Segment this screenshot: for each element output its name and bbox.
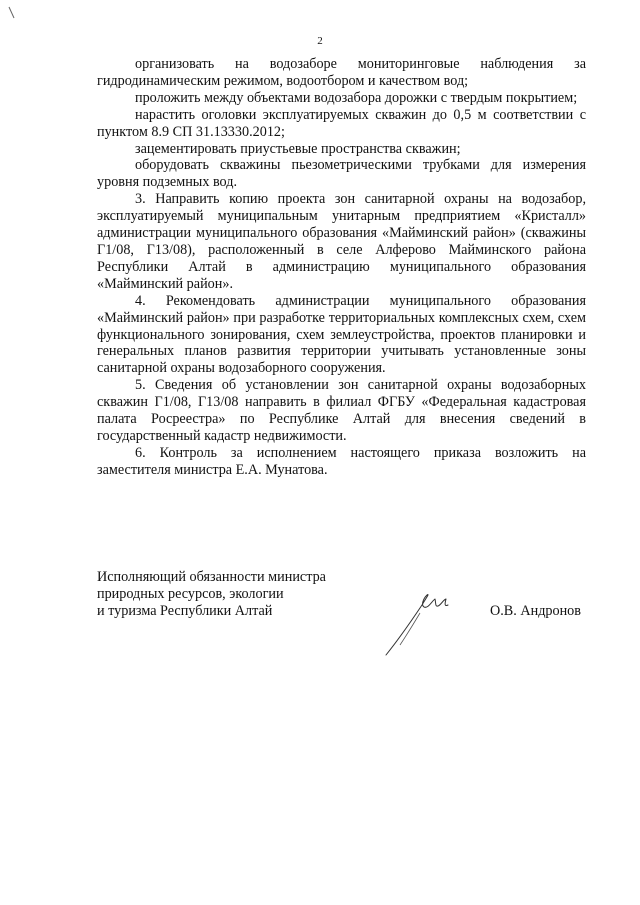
document-body [97,56,586,479]
signatory-name: О.В. Андронов [490,603,581,619]
paragraph-cement: зацементировать приустьевые пространства скважин; [135,140,461,157]
signatory-title-line: природных ресурсов, экологии [97,586,284,602]
paragraph-monitoring: организовать на водозаборе мониторинговые наблюдения за гидродинамическим режимом, водоотбором и качеством вод; [97,56,586,89]
corner-mark-icon [8,6,16,20]
paragraph-item-3: 3. Направить копию проекта зон санитарной охраны на водозабор, эксплуатируемый муниципальным унитарным предприятием «Кристалл» администрации муниципального образования «Майминский район» (скважины Г1/08, Г13/08), расположенный в селе Алферово Майминского района Республики Алтай в администрацию муниципального образования «Майминский район». [97,191,586,292]
paragraph-wellheads: нарастить оголовки эксплуатируемых скважин до 0,5 м соответствии с пунктом 8.9 СП 31.13330.2012; [97,106,586,140]
page-number: 2 [317,35,323,47]
signatory-title-line: и туризма Республики Алтай [97,603,273,619]
handwritten-signature [380,585,460,660]
paragraph-item-4: 4. Рекомендовать администрации муниципального образования «Майминский район» при разработке территориальных комплексных схем, схем функционального зонирования, схем землеустройства, проектов планировки и генеральных планов развития территории учитывать установленные зоны санитарной охраны водозаборного сооружения. [97,292,586,377]
paragraph-item-5: 5. Сведения об установлении зон санитарной охраны водозаборных скважин Г1/08, Г13/08 направить в филиал ФГБУ «Федеральная кадастровая палата Росреестра» по Республике Алтай для внесения сведений в государственный кадастр недвижимости. [97,377,586,444]
paragraph-paths: проложить между объектами водозабора дорожки с твердым покрытием; [135,89,578,106]
signatory-title [97,569,326,620]
paragraph-piezometers: оборудовать скважины пьезометрическими трубками для измерения уровня подземных вод. [97,157,586,191]
signatory-title-line: Исполняющий обязанности министра [97,569,326,585]
paragraph-item-6: 6. Контроль за исполнением настоящего приказа возложить на заместителя министра Е.А. Мунатова. [97,444,586,478]
